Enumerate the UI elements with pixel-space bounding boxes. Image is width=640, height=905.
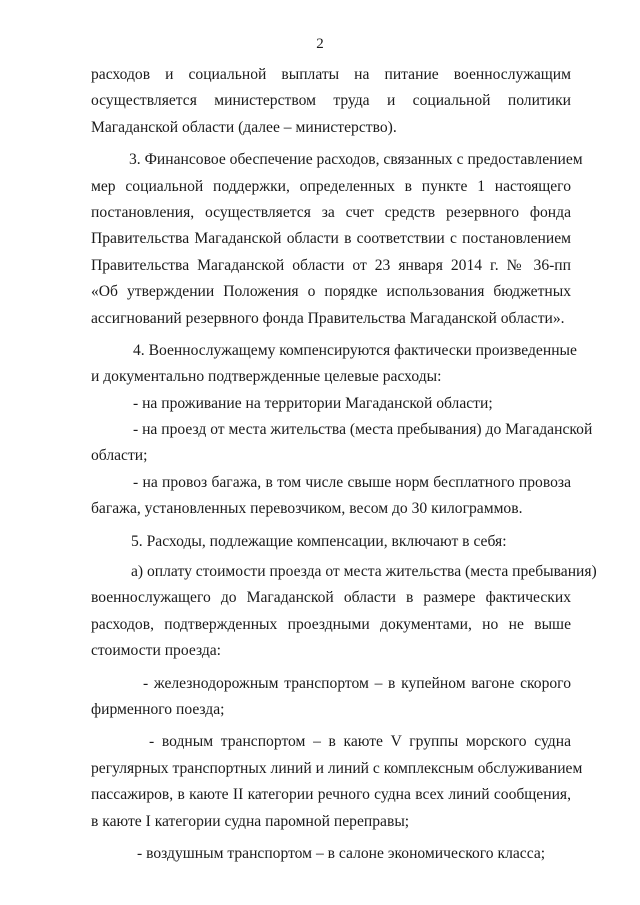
text-line: и документально подтвержденные целевые расходы: <box>91 368 442 386</box>
text-line: области; <box>91 447 148 465</box>
text-line: багажа, установленных перевозчиком, весом до 30 килограммов. <box>91 500 523 518</box>
text-line: Правительства Магаданской области от 23 января 2014 г. № 36-пп <box>91 256 571 274</box>
list-item: - воздушным транспортом – в салоне экономического класса; <box>137 844 546 862</box>
text-line: регулярных транспортных линий и линий с комплексным обслуживанием <box>91 759 583 777</box>
text-line: 4. Военнослужащему компенсируются фактически произведенные <box>133 341 577 359</box>
text-line: осуществляется министерством труда и социальной политики <box>91 92 571 110</box>
text-line: в каюте I категории судна паромной переправы; <box>91 812 410 830</box>
text-line: мер социальной поддержки, определенных в пункте 1 настоящего <box>91 177 571 195</box>
text-line: ассигнований резервного фонда Правительства Магаданской области». <box>91 309 565 327</box>
list-item: - на провоз багажа, в том числе свыше норм бесплатного провоза <box>133 473 571 491</box>
list-item: - железнодорожным транспортом – в купейном вагоне скорого <box>143 674 571 692</box>
text-line: расходов, подтвержденных проездными документами, но не выше <box>91 615 571 633</box>
text-line: военнослужащего до Магаданской области в размере фактических <box>91 589 571 607</box>
text-line: пассажиров, в каюте II категории речного судна всех линий сообщения, <box>91 786 571 804</box>
document-body <box>91 62 597 867</box>
text-line: стоимости проезда: <box>91 642 222 660</box>
list-item: - на проезд от места жительства (места пребывания) до Магаданской <box>133 421 593 439</box>
text-line: 5. Расходы, подлежащие компенсации, включают в себя: <box>131 532 507 550</box>
text-line: расходов и социальной выплаты на питание военнослужащим <box>91 66 571 83</box>
text-line: а) оплату стоимости проезда от места жительства (места пребывания) <box>131 563 597 581</box>
page-number: 2 <box>316 36 324 52</box>
text-line: Правительства Магаданской области в соответствии с постановлением <box>91 230 571 248</box>
list-item: - водным транспортом – в каюте V группы морского судна <box>149 733 571 751</box>
list-item: - на проживание на территории Магаданской области; <box>133 394 493 412</box>
text-line: «Об утверждении Положения о порядке использования бюджетных <box>91 283 571 301</box>
text-line: постановления, осуществляется за счет средств резервного фонда <box>91 203 571 221</box>
text-line: фирменного поезда; <box>91 700 225 718</box>
text-line: Магаданской области (далее – министерство). <box>91 118 397 136</box>
text-line: 3. Финансовое обеспечение расходов, связанных с предоставлением <box>129 151 583 169</box>
